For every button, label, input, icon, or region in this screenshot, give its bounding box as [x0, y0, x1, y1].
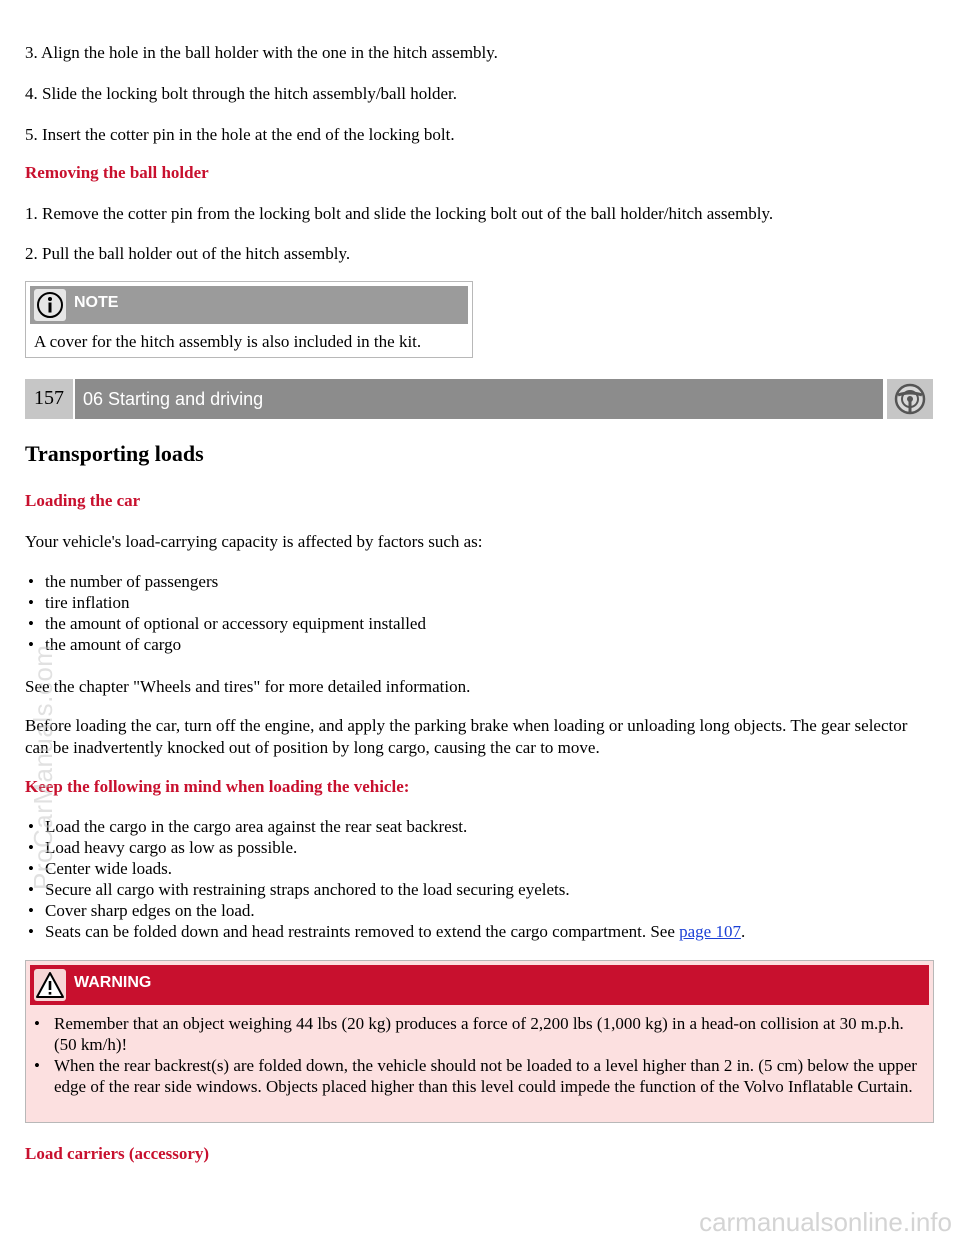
list-item-last — [25, 921, 745, 942]
note-header — [30, 286, 468, 324]
warning-box — [25, 960, 934, 1123]
list-item: • the amount of optional or accessory equipment installed — [25, 613, 426, 634]
warning-item: • Remember that an object weighing 44 lbs (20 kg) produces a force of 2,200 lbs (1,000 kg) in a head-on collision at 30 m.p.h. (50 km/h)! — [34, 1014, 904, 1054]
tips-list — [25, 816, 745, 942]
see-chapter-text: See the chapter "Wheels and tires" for more detailed information. — [25, 677, 471, 696]
list-item: • Load the cargo in the cargo area against the rear seat backrest. — [25, 816, 745, 837]
list-item: • Secure all cargo with restraining straps anchored to the load securing eyelets. — [25, 879, 745, 900]
keep-in-mind-heading: Keep the following in mind when loading the vehicle: — [25, 777, 410, 796]
warning-body — [30, 1013, 925, 1097]
step-4: 4. Slide the locking bolt through the hitch assembly/ball holder. — [25, 84, 458, 103]
warning-item: • When the rear backrest(s) are folded down, the vehicle should not be loaded to a level higher than 2 in. (5 cm) below the upper edge of the rear side windows. Objects placed higher than this level could impede the function of the Volvo Inflatable Curtain. — [34, 1056, 917, 1096]
watermark-left: ProCarManuals.com — [28, 644, 58, 890]
watermark-bottom-right: carmanualsonline.info — [699, 1207, 952, 1237]
warning-triangle-icon — [34, 969, 66, 1001]
intro-text: Your vehicle's load-carrying capacity is affected by factors such as: — [25, 532, 483, 551]
info-icon — [34, 289, 66, 321]
removing-step-2: 2. Pull the ball holder out of the hitch assembly. — [25, 244, 351, 263]
page-107-link[interactable]: page 107 — [679, 922, 741, 941]
list-item: • the amount of cargo — [25, 634, 426, 655]
loading-heading: Loading the car — [25, 491, 141, 510]
chapter-title: 06 Starting and driving — [75, 379, 883, 419]
tip-last-text: Seats can be folded down and head restraints removed to extend the cargo compartment. See — [45, 922, 680, 941]
warning-header — [30, 965, 929, 1005]
note-box — [25, 281, 473, 358]
step-5: 5. Insert the cotter pin in the hole at the end of the locking bolt. — [25, 125, 455, 144]
list-item: • Load heavy cargo as low as possible. — [25, 837, 745, 858]
warning-title: WARNING — [74, 974, 152, 991]
step-3: 3. Align the hole in the ball holder with the one in the hitch assembly. — [25, 43, 498, 62]
before-loading-text: Before loading the car, turn off the engine, and apply the parking brake when loading or unloading long objects. The gear selector can be inadvertently knocked out of position by long cargo, causing the car to move. — [25, 716, 908, 757]
load-carriers-heading: Load carriers (accessory) — [25, 1144, 210, 1163]
factors-list — [25, 571, 426, 655]
tip-last-suffix: . — [740, 922, 746, 941]
list-item: • tire inflation — [25, 592, 426, 613]
note-title: NOTE — [74, 294, 119, 311]
list-item: • the number of passengers — [25, 571, 426, 592]
list-item: • Center wide loads. — [25, 858, 745, 879]
section-title: Transporting loads — [25, 441, 204, 466]
warning-item-text: When the rear backrest(s) are folded down, the vehicle should not be loaded to a level higher than 2 in. (5 cm) below the upper edge of the rear side windows. Objects placed higher than this level could impede the function of the Volvo Inflatable Curtain. — [54, 1056, 917, 1096]
list-item: • Cover sharp edges on the load. — [25, 900, 745, 921]
chapter-bar — [25, 379, 933, 419]
page-number: 157 — [25, 379, 73, 419]
warning-item-text: Remember that an object weighing 44 lbs (20 kg) produces a force of 2,200 lbs (1,000 kg) in a head-on collision at 30 m.p.h. (50 km/h)! — [54, 1014, 904, 1054]
steering-wheel-icon — [887, 379, 933, 419]
note-text: A cover for the hitch assembly is also included in the kit. — [34, 332, 422, 351]
removing-step-1: 1. Remove the cotter pin from the locking bolt and slide the locking bolt out of the ball holder/hitch assembly. — [25, 204, 774, 223]
removing-heading: Removing the ball holder — [25, 163, 209, 182]
